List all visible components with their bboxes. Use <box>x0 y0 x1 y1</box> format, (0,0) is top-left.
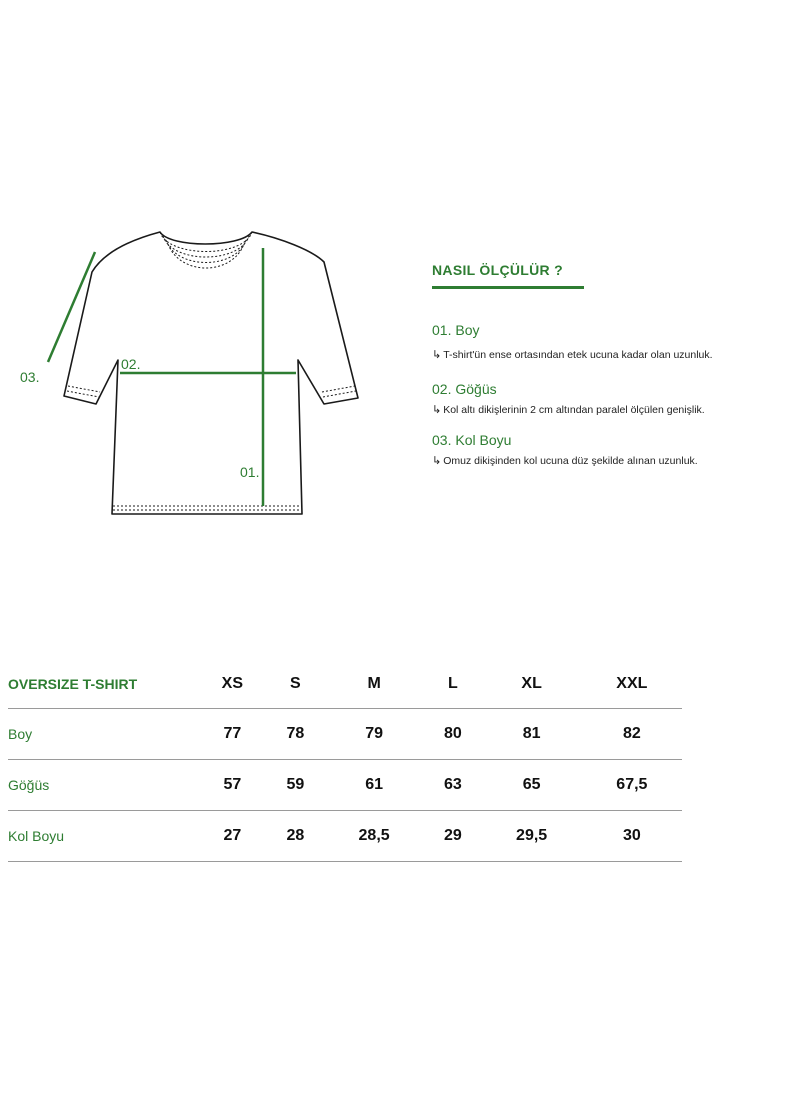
table-cell: 78 <box>286 725 305 742</box>
guide-item-description: ↳ T-shirt'ün ense ortasından etek ucuna kadar olan uzunluk. <box>432 349 713 361</box>
guide-item-heading: 02. Göğüs <box>432 381 497 397</box>
table-cell: 81 <box>522 725 541 742</box>
size-header: XL <box>521 675 542 692</box>
return-arrow-icon: ↳ <box>432 349 442 361</box>
size-table-header <box>8 660 682 709</box>
table-cell: 30 <box>622 827 641 844</box>
guide-item-heading: 01. Boy <box>432 322 480 338</box>
size-header: M <box>367 675 381 692</box>
table-cell: 28 <box>286 827 305 844</box>
guide-item-gogus <box>432 381 705 416</box>
row-label: Göğüs <box>8 777 50 793</box>
guide-item-kol-boyu <box>432 432 698 467</box>
table-cell: 67,5 <box>616 776 648 793</box>
guide-title-underline <box>432 286 584 289</box>
table-cell: 29,5 <box>516 827 548 844</box>
table-cell: 29 <box>443 827 462 844</box>
return-arrow-icon: ↳ <box>432 404 442 416</box>
size-header: L <box>447 675 458 692</box>
size-header: XXL <box>616 675 648 692</box>
measure-guide <box>432 262 792 289</box>
row-label: Boy <box>8 726 33 742</box>
table-cell: 77 <box>223 725 242 742</box>
table-row <box>8 760 682 811</box>
size-table <box>8 660 682 862</box>
size-header: XS <box>221 675 244 692</box>
size-header: S <box>290 675 301 692</box>
table-title: OVERSIZE T-SHIRT <box>8 676 138 692</box>
boy-label: 01. <box>240 464 260 480</box>
table-cell: 82 <box>622 725 641 742</box>
table-row <box>8 709 682 760</box>
table-cell: 63 <box>443 776 462 793</box>
row-label: Kol Boyu <box>8 828 65 844</box>
table-cell: 59 <box>286 776 305 793</box>
table-cell: 61 <box>365 776 383 793</box>
table-cell: 27 <box>223 827 242 844</box>
kol-boyu-measure-line <box>48 252 95 362</box>
guide-item-heading: 03. Kol Boyu <box>432 432 512 448</box>
guide-title: NASIL ÖLÇÜLÜR ? <box>432 262 564 278</box>
guide-item-description: ↳ Omuz dikişinden kol ucuna düz şekilde alınan uzunluk. <box>432 455 698 467</box>
gogus-label: 02. <box>121 356 141 372</box>
tshirt-diagram <box>0 0 430 540</box>
guide-item-description: ↳ Kol altı dikişlerinin 2 cm altından paralel ölçülen genişlik. <box>432 404 705 416</box>
table-cell: 80 <box>443 725 462 742</box>
kol-boyu-label: 03. <box>20 369 40 385</box>
table-cell: 28,5 <box>358 827 390 844</box>
table-cell: 57 <box>223 776 242 793</box>
table-cell: 65 <box>522 776 541 793</box>
table-row <box>8 811 682 862</box>
table-cell: 79 <box>365 725 383 742</box>
tshirt-stitching <box>67 232 356 510</box>
guide-item-boy <box>432 322 713 361</box>
return-arrow-icon: ↳ <box>432 455 442 467</box>
